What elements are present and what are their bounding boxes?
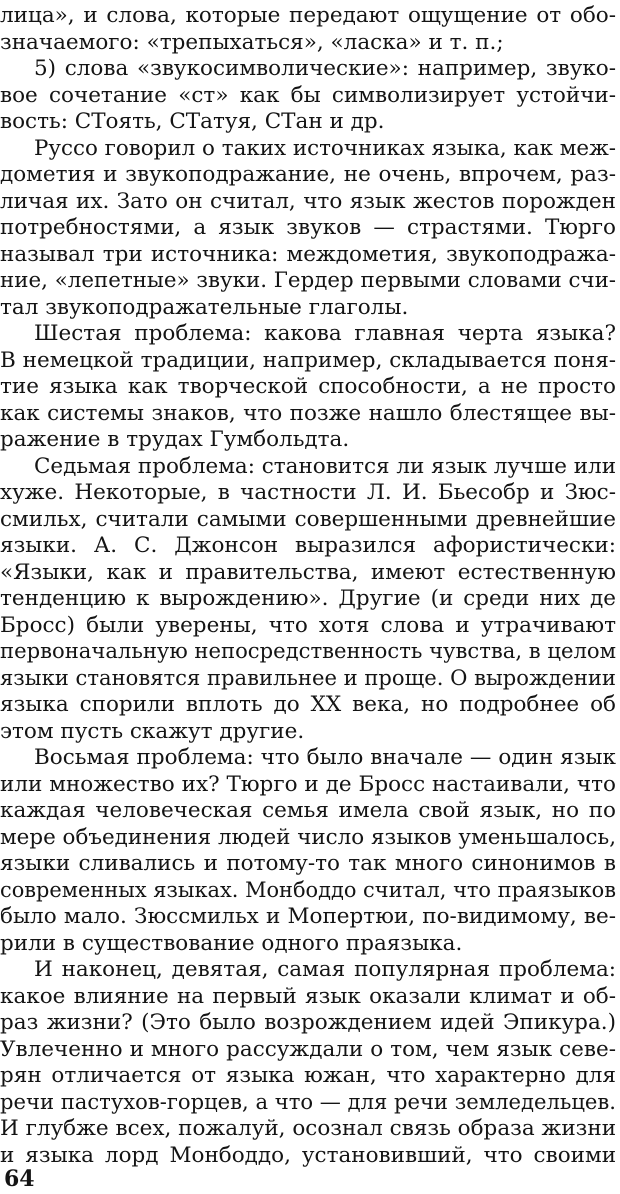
text-line-content: ние, «лепетные» звуки. Гердер первыми словами счи- — [0, 268, 617, 293]
text-line-content: тал звукоподражательные глаголы. — [0, 294, 409, 320]
text-line-content: какое влияние на первый язык оказали климат и об- — [0, 983, 617, 1009]
text-line-content: вость: СТоять, СТатуя, СТан и др. — [0, 109, 385, 134]
text-line-content: рян отличается от языка южан, что характерно для — [0, 1063, 616, 1088]
text-line-content: мере объединения людей число языков уменьшалось, — [0, 824, 617, 850]
text-line-content: называл три источника: междометия, звукоподража- — [0, 241, 616, 267]
page-number: 64 — [4, 1166, 35, 1192]
text-line-content: Восьмая проблема: что было вначале — один язык — [34, 745, 616, 770]
text-line-content: значаемого: «трепыхаться», «ласка» и т. п.; — [0, 29, 504, 55]
text-line-content: тенденцию к вырождению». Другие (и среди них де — [0, 586, 616, 611]
text-line-content: вое сочетание «ст» как бы символизирует устойчи- — [0, 82, 617, 108]
text-line-content: Седьмая проблема: становится ли язык лучше или — [34, 453, 617, 479]
text-line-content: Бросс) были уверены, что хотя слова и утрачивают — [0, 612, 617, 638]
text-line-content: потребностями, а язык звуков — страстями. Тюрго — [0, 215, 617, 240]
text-line-content: 5) слова «звукосимволические»: например, звуко- — [34, 56, 617, 81]
text-line-content: было мало. Зюссмильх и Мопертюи, по-видимому, ве- — [0, 904, 616, 929]
text-line-content: хуже. Некоторые, в частности Л. И. Бьесобр и Зюс- — [0, 480, 616, 505]
text-line-content: этом пусть скажут другие. — [0, 718, 305, 744]
text-line-content: или множество их? Тюрго и де Бросс настаивали, что — [0, 771, 616, 797]
text-line-content: «Языки, как и правительства, имеют естественную — [0, 559, 616, 585]
text-line-content: как системы знаков, что позже нашло блестящее вы- — [0, 400, 616, 426]
text-line-content: В немецкой традиции, например, складывается поня- — [0, 347, 617, 373]
text-line-content: смильх, считали самыми совершенными древнейшие — [0, 506, 616, 532]
text-line-content: ражение в трудах Гумбольдта. — [0, 427, 350, 452]
text-line-content: языки сливались и потому-то так много синонимов в — [0, 851, 616, 876]
text-line-content: тие языка как творческой способности, а не просто — [0, 374, 616, 399]
text-line-content: лица», и слова, которые передают ощущение от обо- — [0, 3, 616, 28]
text-line-content: раз жизни? (Это было возрождением идей Эпикура.) — [0, 1010, 616, 1035]
text-line-content: языки становятся правильнее и проще. О вырождении — [0, 665, 616, 691]
text-line-content: рили в существование одного праязыка. — [0, 930, 463, 956]
text-line-content: языки. А. С. Джонсон выразился афористически: — [0, 533, 616, 558]
text-line-content: и языка лорд Монбоддо, установивший, что своими — [0, 1142, 617, 1168]
text-line-content: речи пастухов-горцев, а что — для речи земледельцев. — [0, 1089, 616, 1115]
text-line — [0, 1140, 620, 1171]
text-line-content: каждая человеческая семья имела свой язык, но по — [0, 798, 616, 823]
text-line-content: Увлеченно и много рассуждали о том, чем язык севе- — [0, 1036, 616, 1062]
text-line-content: И наконец, девятая, самая популярная проблема: — [34, 957, 617, 982]
text-line-content: языка спорили вплоть до XX века, но подробнее об — [0, 692, 616, 717]
text-line-content: дометия и звукоподражание, не очень, впрочем, раз- — [0, 162, 616, 187]
text-line-content: современных языках. Монбоддо считал, что праязыков — [0, 877, 617, 903]
text-line-content: Шестая проблема: какова главная черта языка? — [34, 321, 617, 346]
text-line-content: Руссо говорил о таких источниках языка, как меж- — [34, 135, 616, 161]
text-line-content: первоначальную непосредственность чувства, в целом — [0, 639, 617, 664]
text-line-content: И глубже всех, пожалуй, осознал связь образа жизни — [0, 1116, 617, 1141]
text-line-content: личая их. Зато он считал, что язык жестов порожден — [0, 188, 616, 214]
